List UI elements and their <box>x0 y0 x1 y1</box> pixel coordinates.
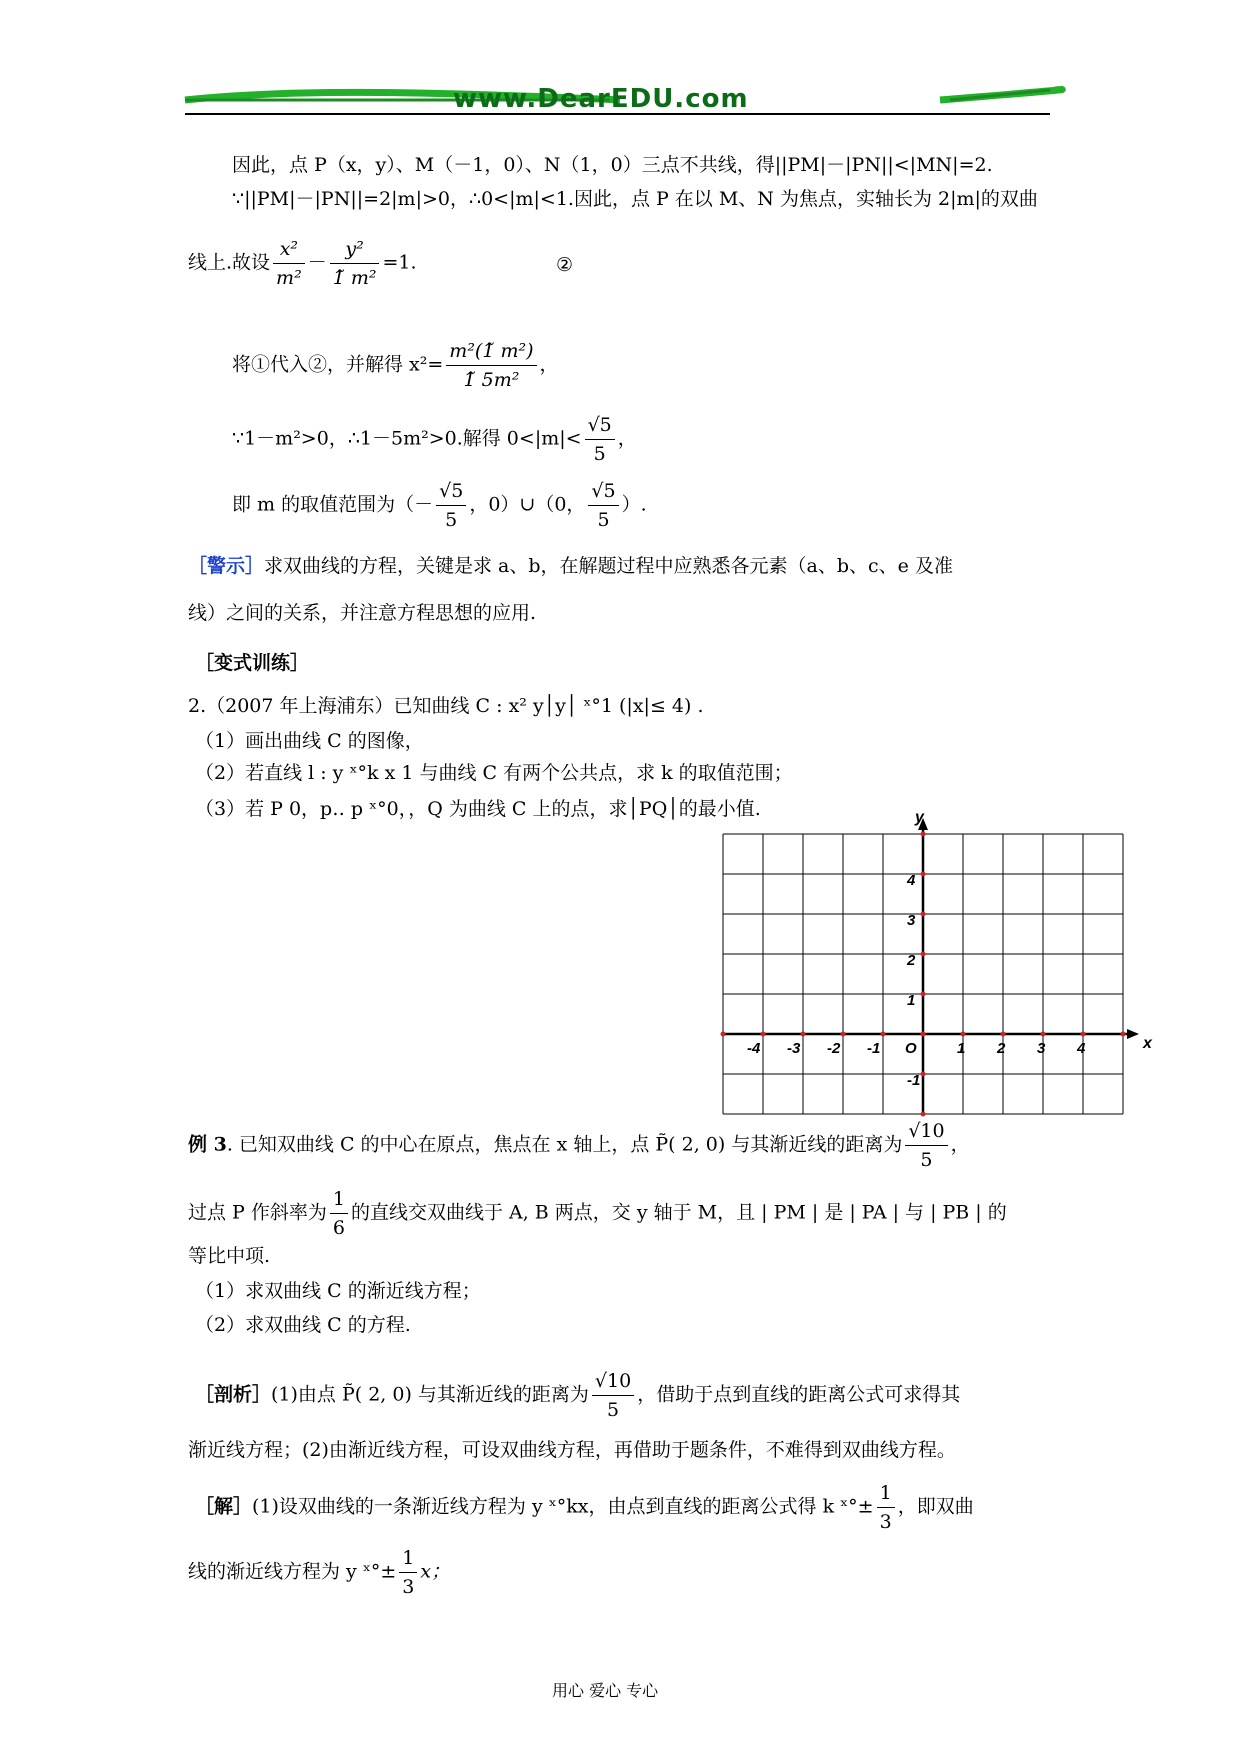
axis-tick-dot <box>1041 1032 1046 1037</box>
text-line: 线）之间的关系，并注意方程思想的应用. <box>188 602 537 624</box>
text-segment: ）. <box>621 493 647 516</box>
fraction-numerator: √5 <box>585 412 615 440</box>
axis-tick-dot <box>721 1032 726 1037</box>
site-header-logo: www.DearEDU.com <box>453 84 749 114</box>
fraction <box>436 478 466 533</box>
text-line: 渐近线方程；(2)由渐近线方程，可设双曲线方程，再借助于题条件，不难得到双曲线方程。 <box>188 1439 956 1461</box>
section-heading: ［变式训练］ <box>195 652 310 674</box>
fraction-denominator: 3 <box>402 1576 415 1598</box>
text-segment: 过点 P 作斜率为 <box>188 1201 327 1224</box>
text-segment: ，即双曲 <box>897 1495 974 1518</box>
fraction <box>877 1480 895 1535</box>
equation-line <box>188 1118 970 1173</box>
x-tick-label: 2 <box>997 1040 1006 1057</box>
fraction <box>905 1118 947 1173</box>
example-label: 例 3 <box>188 1133 227 1156</box>
equation-line <box>188 1186 1007 1241</box>
warning-tag: ［警示］ <box>188 555 265 577</box>
axis-tick-dot <box>921 832 926 837</box>
x-tick-label: -3 <box>787 1040 801 1057</box>
y-tick-label: -1 <box>907 1072 921 1089</box>
question-line: （1）求双曲线 C 的渐近线方程； <box>195 1280 481 1302</box>
fraction <box>585 412 615 467</box>
fraction-denominator: 1̃ m² <box>332 267 377 289</box>
axis-tick-dot <box>881 1032 886 1037</box>
axis-tick-dot <box>841 1032 846 1037</box>
text-segment: ， <box>617 427 637 450</box>
text-segment: ， <box>950 1133 970 1156</box>
question-line: （2）求双曲线 C 的方程. <box>195 1314 411 1336</box>
solution-tag: ［解］ <box>195 1495 253 1518</box>
text-segment: . 已知双曲线 C 的中心在原点，焦点在 x 轴上，点 P̃( 2, 0) 与其渐近线的距离为 <box>226 1133 903 1156</box>
warning-line <box>188 553 953 579</box>
fraction <box>330 1186 348 1241</box>
equation-line <box>232 478 647 533</box>
x-axis-arrow <box>1127 1029 1139 1039</box>
fraction <box>446 338 536 393</box>
fraction-denominator: 5 <box>445 509 458 531</box>
axis-tick-dot <box>921 872 926 877</box>
fraction-denominator: 5 <box>920 1149 933 1171</box>
axis-tick-dot <box>921 992 926 997</box>
question-line: 2.（2007 年上海浦东）已知曲线 C : x² y│y│ ˣ°1 (|x|≤ 4) . <box>188 695 704 717</box>
fraction-denominator: 5 <box>593 443 606 465</box>
fraction-denominator: 5 <box>597 509 610 531</box>
equation-line <box>195 1480 974 1535</box>
text-line: ∵||PM|－|PN||=2|m|>0，∴0<|m|<1.因此，点 P 在以 M、N 为焦点，实轴长为 2|m|的双曲 <box>232 188 1038 210</box>
fraction <box>592 1368 634 1423</box>
y-axis-label: y <box>915 809 924 826</box>
axis-tick-dot <box>801 1032 806 1037</box>
text-segment: ∵1－m²>0，∴1－5m²>0.解得 0<|m|< <box>232 427 582 450</box>
text-segment: ， <box>539 353 559 376</box>
x-tick-label: -4 <box>747 1040 761 1057</box>
x-tick-label: 4 <box>1077 1040 1086 1057</box>
equation-line <box>232 412 637 467</box>
analysis-tag: ［剖析］ <box>195 1383 272 1406</box>
fraction-numerator: √5 <box>436 478 466 506</box>
fraction-denominator: 1̃ 5m² <box>463 369 520 391</box>
axis-tick-dot <box>921 1112 926 1117</box>
x-tick-label: 3 <box>1037 1040 1046 1057</box>
fraction-numerator: √10 <box>905 1118 947 1146</box>
y-tick-label: 3 <box>907 912 916 929</box>
fraction-numerator: m²(1̃ m²) <box>446 338 536 366</box>
axis-tick-dot <box>761 1032 766 1037</box>
text-segment: 线的渐近线方程为 y ˣ°± <box>188 1560 397 1583</box>
question-line: （2）若直线 l : y ˣ°k x 1 与曲线 C 有两个公共点，求 k 的取值范围； <box>195 762 793 784</box>
question-line: （1）画出曲线 C 的图像， <box>195 730 424 752</box>
fraction-numerator: 1 <box>330 1186 348 1214</box>
fraction <box>330 236 380 291</box>
x-axis-label: x <box>1143 1035 1152 1052</box>
axis-tick-dot <box>921 1032 926 1037</box>
text-segment: 的直线交双曲线于 A, B 两点，交 y 轴于 M，且 | PM | 是 | PA | 与 | PB | 的 <box>350 1201 1007 1224</box>
y-tick-label: 2 <box>907 952 916 969</box>
fraction <box>273 236 305 291</box>
equation-line <box>188 1545 450 1600</box>
axis-tick-dot <box>921 952 926 957</box>
text-segment: 将①代入②，并解得 x²= <box>232 353 444 376</box>
fraction-numerator: 1 <box>877 1480 895 1508</box>
fraction-numerator: 1 <box>399 1545 417 1573</box>
x-tick-label: -1 <box>867 1040 881 1057</box>
equation-line <box>232 338 559 393</box>
y-tick-label: 4 <box>907 872 916 889</box>
axis-tick-dot <box>1001 1032 1006 1037</box>
text-segment: 即 m 的取值范围为（－ <box>232 493 434 516</box>
x-tick-label: -2 <box>827 1040 841 1057</box>
text-segment: (1)由点 P̃( 2, 0) 与其渐近线的距离为 <box>271 1383 589 1406</box>
question-line: （3）若 P 0，p‥ p ˣ°0，，Q 为曲线 C 上的点，求│PQ│的最小值. <box>195 798 761 820</box>
minus-sign: － <box>307 251 327 274</box>
fraction <box>399 1545 417 1600</box>
equation-tag: ② <box>556 254 574 276</box>
text-segment: ，0）∪（0， <box>469 493 586 516</box>
text-line: 等比中项. <box>188 1245 271 1267</box>
text-segment: 线上.故设 <box>188 251 271 274</box>
text-segment: 求双曲线的方程，关键是求 a、b，在解题过程中应熟悉各元素（a、b、c、e 及准 <box>264 555 953 577</box>
fraction-numerator: √10 <box>592 1368 634 1396</box>
fraction-denominator: 5 <box>607 1399 620 1421</box>
fraction-denominator: m² <box>276 267 302 289</box>
axis-tick-dot <box>921 912 926 917</box>
page-footer: 用心 爱心 专心 <box>552 1681 659 1700</box>
equation-line <box>195 1368 960 1423</box>
y-tick-label: 1 <box>907 992 916 1009</box>
axis-tick-dot <box>1121 1032 1126 1037</box>
axis-tick-dot <box>921 1072 926 1077</box>
text-segment: (1)设双曲线的一条渐近线方程为 y ˣ°kx，由点到直线的距离公式得 k ˣ°± <box>252 1495 874 1518</box>
text-segment: =1. <box>382 251 417 274</box>
equation-line <box>188 236 417 291</box>
axis-tick-dot <box>1081 1032 1086 1037</box>
x-tick-label: O <box>905 1040 917 1057</box>
fraction-numerator: √5 <box>588 478 618 506</box>
text-segment: x； <box>420 1560 451 1583</box>
text-segment: ，借助于点到直线的距离公式可求得其 <box>637 1383 961 1406</box>
axis-tick-dot <box>961 1032 966 1037</box>
fraction-denominator: 3 <box>879 1511 892 1533</box>
fraction <box>588 478 618 533</box>
fraction-numerator: y² <box>330 236 380 264</box>
fraction-numerator: x² <box>273 236 305 264</box>
text-line: 因此，点 P（x，y）、M（－1，0）、N（1，0）三点不共线，得||PM|－|PN||<|MN|=2. <box>232 154 993 176</box>
x-tick-label: 1 <box>957 1040 966 1057</box>
fraction-denominator: 6 <box>332 1217 345 1239</box>
coordinate-grid <box>720 810 1150 1120</box>
